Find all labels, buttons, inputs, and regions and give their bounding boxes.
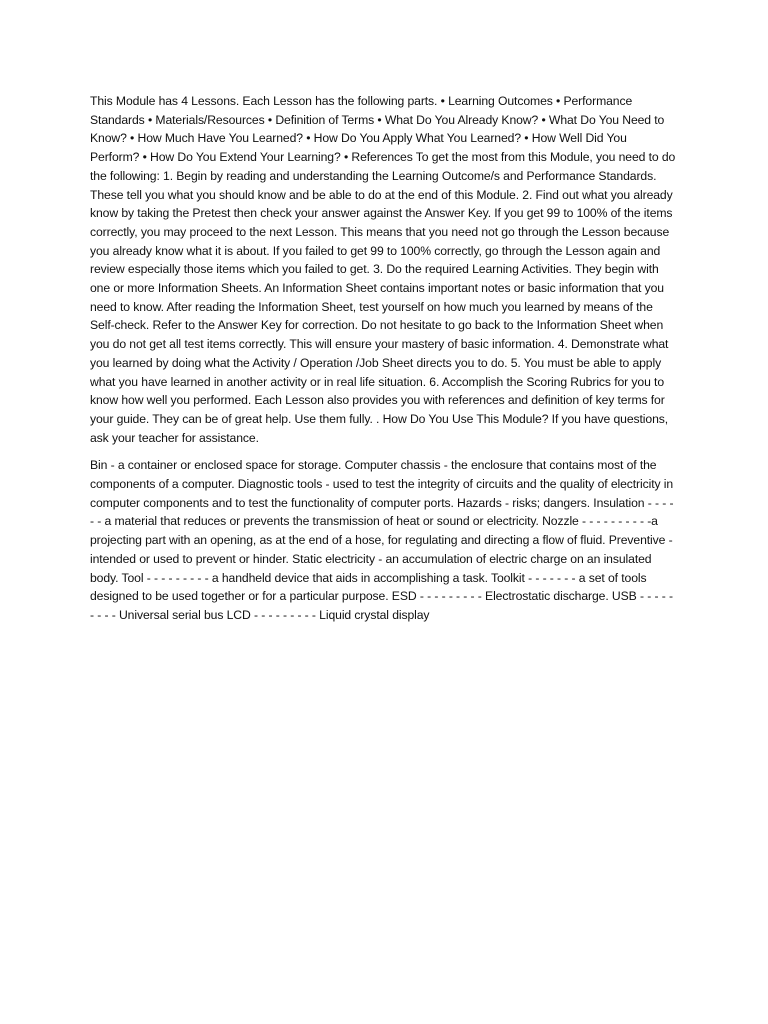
document-body [90, 92, 676, 634]
definition-of-terms-paragraph: Bin - a container or enclosed space for storage. Computer chassis - the enclosure that contains most of the components of a computer. Diagnostic tools - used to test the integrity of circuits and the quality of electricity in computer components and to test the functionality of computer ports. Hazards - risks; dangers. Insulation - - - - - - a material that reduces or prevents the transmission of heat or sound or electricity. Nozzle - - - - - - - - - -a projecting part with an opening, as at the end of a hose, for regulating and directing a flow of fluid. Preventive - intended or used to prevent or hinder. Static electricity - an accumulation of electric charge on an insulated body. Tool - - - - - - - - - a handheld device that aids in accomplishing a task. Toolkit - - - - - - - a set of tools designed to be used together or for a particular purpose. ESD - - - - - - - - - Electrostatic discharge. USB - - - - - - - - - Universal serial bus LCD - - - - - - - - - Liquid crystal display [90, 458, 674, 622]
module-instructions-paragraph: This Module has 4 Lessons. Each Lesson has the following parts. • Learning Outcomes • Performance Standards • Materials/Resources • Definition of Terms • What Do You Already Know? • What Do You Need to Know? • How Much Have You Learned? • How Do You Apply What You Learned? • How Well Did You Perform? • How Do You Extend Your Learning? • References To get the most from this Module, you need to do the following: 1. Begin by reading and understanding the Learning Outcome/s and Performance Standards. These tell you what you should know and be able to do at the end of this Module. 2. Find out what you already know by taking the Pretest then check your answer against the Answer Key. If you get 99 to 100% of the items correctly, you may proceed to the next Lesson. This means that you need not go through the Lesson because you already know what it is about. If you failed to get 99 to 100% correctly, go through the Lesson again and review especially those items which you failed to get. 3. Do the required Learning Activities. They begin with one or more Information Sheets. An Information Sheet contains important notes or basic information that you need to know. After reading the Information Sheet, test yourself on how much you learned by means of the Self-check. Refer to the Answer Key for correction. Do not hesitate to go back to the Information Sheet when you do not get all test items correctly. This will ensure your mastery of basic information. 4. Demonstrate what you learned by doing what the Activity / Operation /Job Sheet directs you to do. 5. You must be able to apply what you have learned in another activity or in real life situation. 6. Accomplish the Scoring Rubrics for you to know how well you performed. Each Lesson also provides you with references and definition of key terms for your guide. They can be of great help. Use them fully. . How Do You Use This Module? If you have questions, ask your teacher for assistance. [90, 94, 676, 445]
